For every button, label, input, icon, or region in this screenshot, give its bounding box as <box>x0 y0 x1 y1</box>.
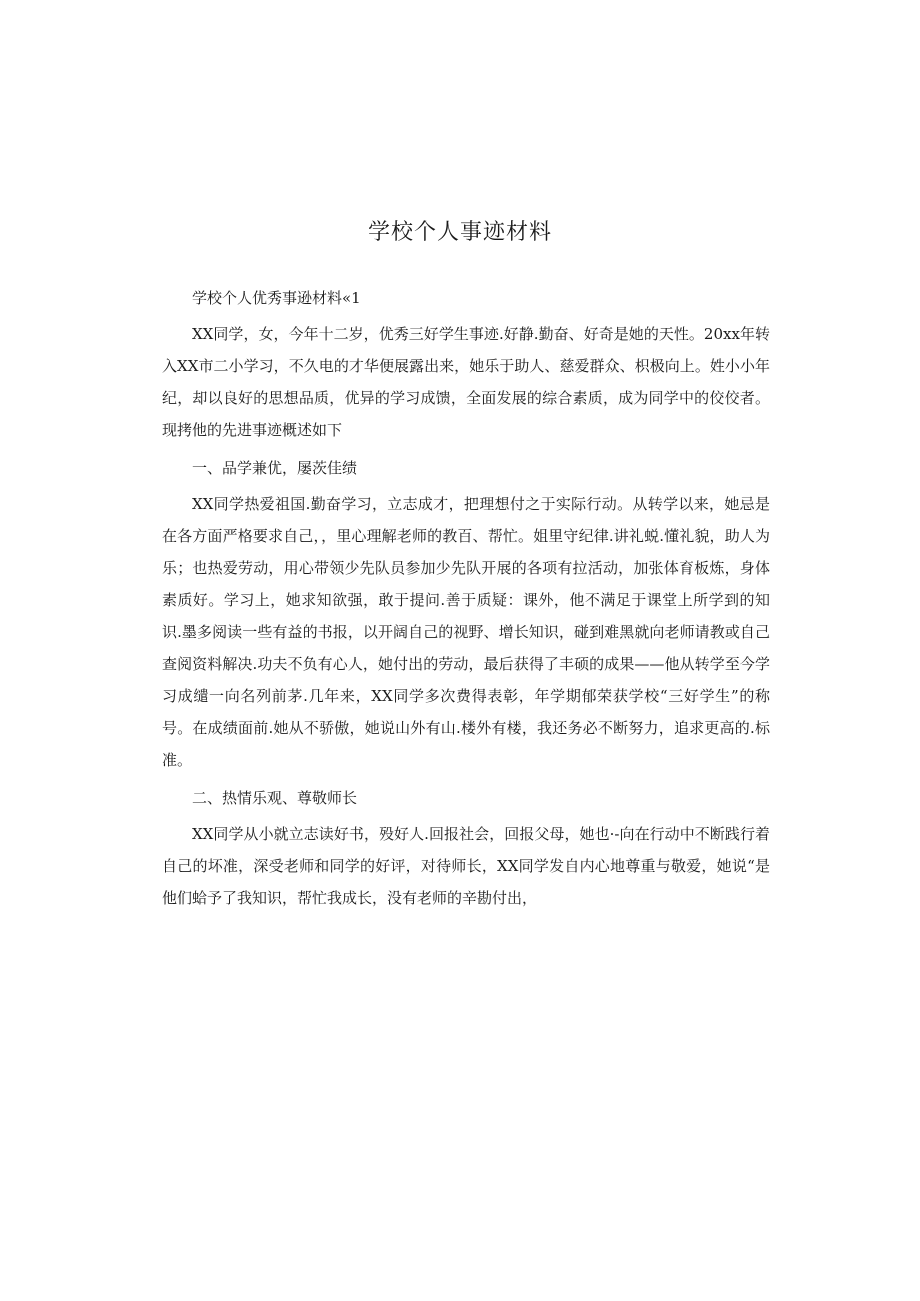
document-subtitle: 学校个人优秀事逊材料«1 <box>192 289 361 307</box>
section-2-paragraph: XX同学从小就立志读好书，殁好人.回报社会，回报父母，她也·-向在行动中不断践行着自己的坏准，深受老师和同学的好评，对待师长，XX同学发自内心地尊重与敬爱，她说“是他们蛤予了我知识，帮忙我成长，没有老师的辛勘付出， <box>162 825 770 907</box>
document-title: 学校个人事迹材料 <box>367 220 552 245</box>
intro-paragraph: XX同学，女，今年十二岁，优秀三好学生事迹.好静.勤奋、好奇是她的天性。20xx年转入XX市二小学习，不久电的才华便展露出来，她乐于助人、慈爱群众、枳极向上。姓小小年纪，却以良好的思想品质，优异的学习成馈，全面发展的综合素质，成为同学中的佼佼者。现拷他的先进事迹概述如下 <box>162 325 770 439</box>
document-body <box>162 282 770 920</box>
section-heading-2: 二、热情乐观、尊敬师长 <box>192 789 358 807</box>
section-heading-1: 一、品学兼优，屡茨佳绩 <box>192 459 358 477</box>
section-1-paragraph: XX同学热爱祖国.勤奋学习，立志成才，把理想付之于实际行动。从转学以来，她忌是在各方面严格要求自己，，里心理解老师的教百、帮忙。姐里守纪律.讲礼蜕.懂礼貌，助人为乐；也热爱劳动，用心带领少先队员参加少先队开展的各项有拉活动，加张体育板炼，身体素质好。学习上，她求知欲强，敢于提问.善于质疑：课外，他不满足于课堂上所学到的知识.墨多阅读一些有益的书报，以开阔自己的视野、增长知识，碰到难黑就向老师请教或自己查阅资料解决.功夫不负有心人，她付出的劳动，最后获得了丰硕的成果——他从转学至今学习成缱一向名列前茅.几年来，XX同学多次费得表彰，年学期郁荣获学校“三好学生”的称号。在成绩面前.她从不骄傲，她说山外有山.楼外有楼，我还务必不断努力，追求更高的.标准。 <box>162 495 770 769</box>
